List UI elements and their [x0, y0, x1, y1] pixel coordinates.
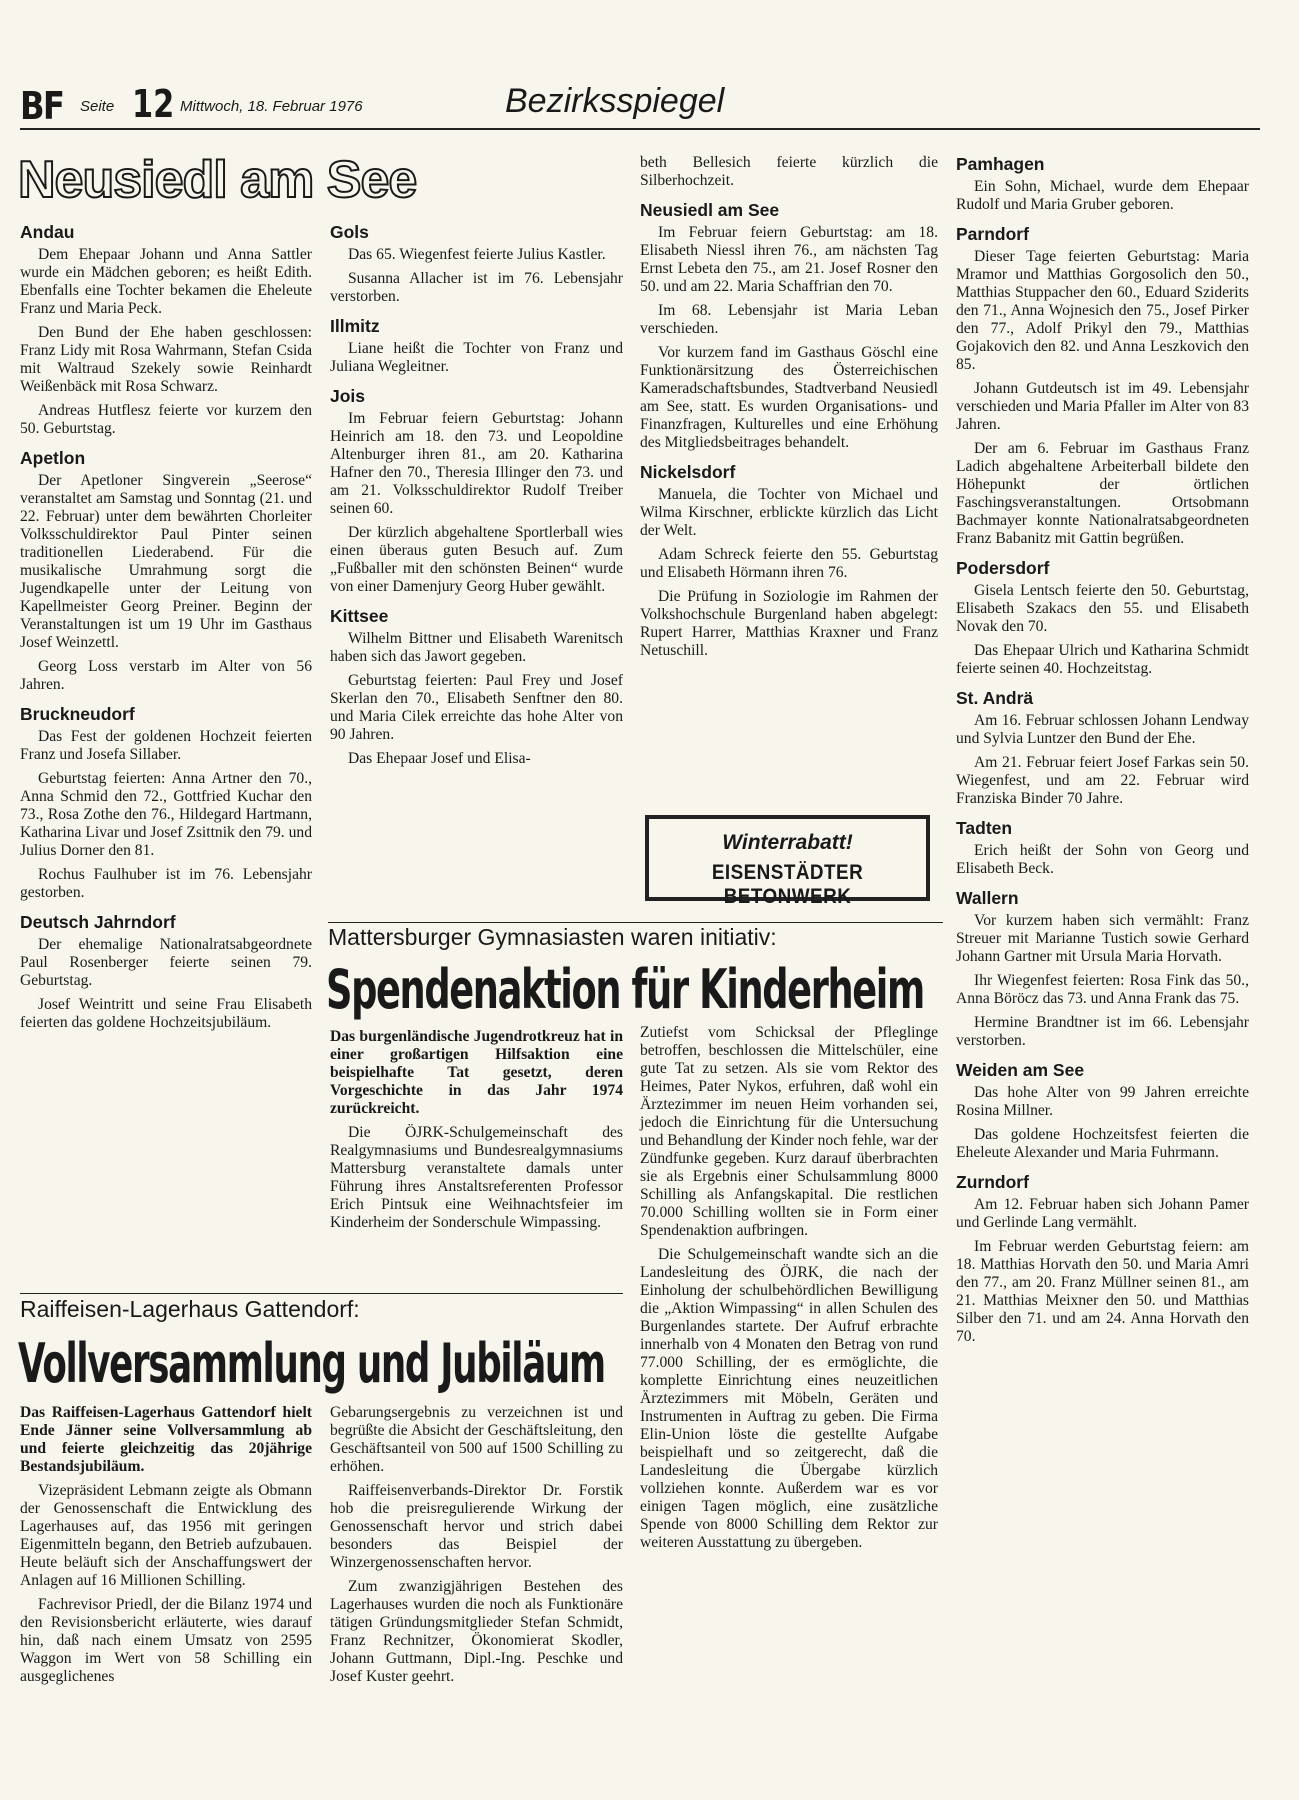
paragraph: Susanna Allacher ist im 76. Lebensjahr verstorben. — [330, 270, 623, 305]
story1-right-column — [640, 1024, 938, 1558]
paragraph: Georg Loss verstarb im Alter von 56 Jahren. — [20, 658, 312, 693]
place-heading: Gols — [330, 222, 369, 242]
paragraph: Im Februar werden Geburtstag feiern: am 18. Matthias Horvath den 50. und Maria Amri den 77., am 20. Franz Müllner seinen 81., am 21. Matthias Meixner den 50. und Matthias Silber den 71. und am 24. Anna Horvath den 70. — [956, 1238, 1249, 1345]
paragraph: Das Ehepaar Josef und Elisa- — [348, 750, 531, 767]
story2-lead: Das Raiffeisen-Lagerhaus Gattendorf hielt Ende Jänner seine Vollversammlung ab und feierte gleichzeitig das 20jährige Bestandsjubiläum. — [20, 1404, 312, 1475]
newspaper-logo: BF — [20, 84, 64, 128]
issue-date: Mittwoch, 18. Februar 1976 — [180, 98, 363, 115]
paragraph: Ihr Wiegenfest feierten: Rosa Fink das 50., Anna Böröcz das 73. und Anna Frank das 75. — [956, 972, 1249, 1007]
paragraph: Rochus Faulhuber ist im 76. Lebensjahr gestorben. — [20, 866, 312, 901]
paragraph: Vizepräsident Lebmann zeigte als Obmann der Genossenschaft die Entwicklung des Lagerhauses auf, das 1956 mit geringen Eigenmitteln begann, den Betrieb aufzubauen. Heute beläuft sich der Anschaffungswert der Anlagen auf 16 Millionen Schilling. — [20, 1482, 312, 1589]
story1-lead: Das burgenländische Jugendrotkreuz hat in einer großartigen Hilfsaktion eine beispielhafte Tat gesetzt, deren Vorgeschichte in das Jahr 1974 zurückreicht. — [330, 1028, 623, 1117]
paragraph: Gebarungsergebnis zu verzeichnen ist und begrüßte die Absicht der Geschäftsleitung, den Geschäftsanteil von 500 auf 1500 Schilling zu erhöhen. — [330, 1404, 623, 1475]
place-heading: Andau — [20, 222, 75, 242]
paragraph: Zum zwanzigjährigen Bestehen des Lagerhauses wurden die noch als Funktionäre tätigen Gründungsmitglieder Stefan Schmidt, Franz Rechnitzer, Ökonomierat Skodler, Johann Guttmann, Dipl.-Ing. Peschke und Josef Kuster geehrt. — [330, 1578, 623, 1685]
paragraph: Vor kurzem fand im Gasthaus Göschl eine Funktionärsitzung des Österreichischen Kameradschaftsbundes, Stadtverband Neusiedl am See, statt. Es wurden Organisations- und Finanzfragen, Kulturelles und eine Erhöhung des Mitgliedsbeitrages behandelt. — [640, 344, 938, 451]
paragraph: Raiffeisenverbands-Direktor Dr. Forstik hob die preisregulierende Wirkung der Genossenschaft hervor und strich dabei besonders das Beispiel der Winzergenossenschaften hervor. — [330, 1482, 623, 1571]
paragraph: Im 68. Lebensjahr ist Maria Leban verschieden. — [640, 302, 938, 337]
paragraph: Johann Gutdeutsch ist im 49. Lebensjahr verschieden und Maria Pfaller im Alter von 83 Jahren. — [956, 380, 1249, 433]
paragraph: Zutiefst vom Schicksal der Pfleglinge betroffen, beschlossen die Mittelschüler, eine gute Tat zu setzen. Als sie vom Rektor des Heimes, Pater Nykos, erfuhren, daß wohl ein Ärztezimmer im neuen Heim vorhanden sei, jedoch die Einrichtung für die Untersuchung und Behandlung der Kinder noch fehle, war der Zündfunke gegeben. Kurz darauf überbrachten sie als Ergebnis einer Schulsammlung 8000 Schilling als Anfangskapital. Die restlichen 70.000 Schilling wollten sie in Form einer Spendenaktion aufbringen. — [640, 1024, 938, 1239]
paragraph: Am 16. Februar schlossen Johann Lendway und Sylvia Luntzer den Bund der Ehe. — [956, 712, 1249, 747]
story2-right-column — [330, 1404, 623, 1692]
divider — [328, 922, 943, 923]
page-label: Seite — [80, 98, 115, 115]
story1-kicker: Mattersburger Gymnasiasten waren initiativ: — [328, 924, 777, 950]
paragraph-continued: beth Bellesich feierte kürzlich die Silberhochzeit. — [640, 154, 938, 189]
paragraph: Adam Schreck feierte den 55. Geburtstag und Elisabeth Hörmann ihren 76. — [640, 546, 938, 581]
place-heading: Bruckneudorf — [20, 704, 135, 724]
story2-headline: Vollversammlung und Jubiläum — [18, 1332, 605, 1395]
paragraph: Das Ehepaar Ulrich und Katharina Schmidt feierte seinen 40. Hochzeitstag. — [956, 642, 1249, 677]
story2-left-column — [20, 1404, 312, 1692]
paragraph: Die ÖJRK-Schulgemeinschaft des Realgymnasiums und Bundesrealgymnasiums Mattersburg veranstaltete damals unter Führung ihres Anstaltsreferenten Professor Erich Pintsuk eine Weihnachtsfeier im Kinderheim der Sonderschule Wimpassing. — [330, 1124, 623, 1231]
paragraph: Am 12. Februar haben sich Johann Pamer und Gerlinde Lang vermählt. — [956, 1196, 1249, 1231]
paragraph: Das hohe Alter von 99 Jahren erreichte Rosina Millner. — [956, 1084, 1249, 1119]
paragraph: Ein Sohn, Michael, wurde dem Ehepaar Rudolf und Maria Gruber geboren. — [956, 178, 1249, 213]
place-heading: Apetlon — [20, 448, 86, 468]
paragraph: Dem Ehepaar Johann und Anna Sattler wurde ein Mädchen geboren; es heißt Edith. Ebenfalls eine Tochter bekamen die Eheleute Franz und Maria Peck. — [20, 246, 312, 317]
story1-left-column — [330, 1028, 623, 1238]
story2-kicker: Raiffeisen-Lagerhaus Gattendorf: — [20, 1296, 360, 1322]
column-3 — [640, 154, 938, 666]
column-4 — [956, 154, 1249, 1352]
masthead — [20, 82, 1260, 130]
place-heading: Neusiedl am See — [640, 200, 780, 220]
place-heading: Illmitz — [330, 316, 380, 336]
paragraph: Die Schulgemeinschaft wandte sich an die Landesleitung des ÖJRK, die nach der Einholung der schulbehördlichen Bewilligung die „Aktion Wimpassing“ in allen Schulen des Burgenlandes startete. Der Aufruf erbrachte innerhalb von 4 Monaten den Betrag von rund 77.000 Schilling, der es ermöglichte, die komplette Einrichtung eines neuzeitlichen Ärztezimmers mit Möbeln, Geräten und Instrumenten in Auftrag zu geben. Die Firma Elin-Union löste die gestellte Aufgabe beispielhaft und so zeitgerecht, daß die Landesleitung die Übergabe kürzlich vollziehen konnte. Außerdem war es vor einigen Tagen möglich, eine zusätzliche Spende von 8000 Schilling dem Rektor zur weiteren Ausstattung zu übergeben. — [640, 1246, 938, 1551]
paragraph: Der kürzlich abgehaltene Sportlerball wies einen überaus guten Besuch auf. Zum „Fußballer mit den schönsten Beinen“ wurde von einer Damenjury Georg Huber gewählt. — [330, 524, 623, 595]
place-heading: Podersdorf — [956, 558, 1050, 578]
paragraph: Der Apetloner Singverein „Seerose“ veranstaltet am Samstag und Sonntag (21. und 22. Februar) unter dem bewährten Chorleiter Volksschuldirektor Paul Pinter seinen traditionellen Liederabend. Für die musikalische Umrahmung sorgt die Jugendkapelle unter der Leitung von Kapellmeister Georg Preiner. Beginn der Veranstaltungen ist um 19 Uhr im Gasthaus Josef Weinzettl. — [20, 472, 312, 651]
paragraph: Manuela, die Tochter von Michael und Wilma Kirschner, erblickte kürzlich das Licht der Welt. — [640, 486, 938, 539]
advertisement-box — [645, 815, 930, 908]
paragraph: Dieser Tage feierten Geburtstag: Maria Mramor und Matthias Gorgosolich den 50., Matthias Stuppacher den 60., Eduard Sziderits den 71., Anna Wojnesich den 75., Josef Pirker den 77., Adolf Prikyl den 79., Matthias Gojakovich den 82. und Anna Leszkovich den 85. — [956, 248, 1249, 373]
ad-company: EISENSTÄDTER BETONWERK — [711, 861, 864, 908]
paragraph: Fachrevisor Priedl, der die Bilanz 1974 und den Revisionsbericht erläuterte, wies darauf hin, daß nach einem Umsatz von 2595 Waggon im Wert von 58 Schilling ein ausgeglichenes — [20, 1596, 312, 1685]
paragraph: Gisela Lentsch feierte den 50. Geburtstag, Elisabeth Szakacs den 55. und Elisabeth Novak den 70. — [956, 582, 1249, 635]
place-heading: St. Andrä — [956, 688, 1034, 708]
section-title: Bezirksspiegel — [505, 82, 725, 120]
paragraph: Der am 6. Februar im Gasthaus Franz Ladich abgehaltene Arbeiterball bildete den Höhepunkt der örtlichen Faschingsveranstaltungen. Ortsobmann Bachmayer konnte Nationalratsabgeordneten Franz Babanitz mit Gattin begrüßen. — [956, 440, 1249, 547]
paragraph: Das Fest der goldenen Hochzeit feierten Franz und Josefa Sillaber. — [20, 728, 312, 763]
divider — [20, 1293, 623, 1294]
place-heading: Weiden am See — [956, 1060, 1085, 1080]
page-number: 12 — [132, 82, 175, 126]
place-heading: Zurndorf — [956, 1172, 1029, 1192]
column-2 — [330, 222, 623, 774]
paragraph: Im Februar feiern Geburtstag: am 18. Elisabeth Niessl ihren 76., am nächsten Tag Ernst Lebeta den 75., am 21. Josef Rosner den 50. und am 22. Maria Schaffrian den 70. — [640, 224, 938, 295]
paragraph: Am 21. Februar feiert Josef Farkas sein 50. Wiegenfest, und am 22. Februar wird Franziska Binder 70 Jahre. — [956, 754, 1249, 807]
place-heading: Kittsee — [330, 606, 389, 626]
place-heading: Pamhagen — [956, 154, 1045, 174]
place-heading: Wallern — [956, 888, 1019, 908]
paragraph: Die Prüfung in Soziologie im Rahmen der Volkshochschule Burgenland haben abgelegt: Rupert Harrer, Matthias Kraxner und Franz Netuschill. — [640, 588, 938, 659]
place-heading: Deutsch Jahrndorf — [20, 912, 176, 932]
paragraph: Im Februar feiern Geburtstag: Johann Heinrich am 18. den 73. und Leopoldine Altenburger ihren 81., am 20. Katharina Hafner den 70., Theresia Illinger den 73. und am 21. Volksschuldirektor Rudolf Treiber seinen 60. — [330, 410, 623, 517]
paragraph: Hermine Brandtner ist im 66. Lebensjahr verstorben. — [956, 1014, 1249, 1049]
place-heading: Tadten — [956, 818, 1013, 838]
paragraph: Das 65. Wiegenfest feierte Julius Kastler. — [348, 246, 606, 263]
column-1 — [20, 222, 312, 1038]
place-heading: Parndorf — [956, 224, 1029, 244]
paragraph: Vor kurzem haben sich vermählt: Franz Streuer mit Marianne Tustich sowie Gerhard Johann Gartner mit Ursula Maria Horvath. — [956, 912, 1249, 965]
story1-headline: Spendenaktion für Kinderheim — [326, 958, 924, 1021]
paragraph: Der ehemalige Nationalratsabgeordnete Paul Rosenberger feierte seinen 79. Geburtstag. — [20, 936, 312, 989]
ad-slogan: Winterrabatt! — [722, 831, 853, 854]
paragraph: Geburtstag feierten: Paul Frey und Josef Skerlan den 70., Elisabeth Senftner den 80. und Maria Cilek erreichte das hohe Alter von 90 Jahren. — [330, 672, 623, 743]
paragraph: Josef Weintritt und seine Frau Elisabeth feierten das goldene Hochzeitsjubiläum. — [20, 996, 312, 1031]
paragraph: Andreas Hutflesz feierte vor kurzem den 50. Geburtstag. — [20, 402, 312, 437]
paragraph: Geburtstag feierten: Anna Artner den 70., Anna Schmid den 72., Gottfried Kuchar den 73., Rosa Zothe den 76., Hildegard Hartmann, Katharina Livar und Josef Zsittnik den 79. und Julius Dorner den 81. — [20, 770, 312, 859]
region-title: Neusiedl am See — [18, 151, 417, 209]
paragraph: Den Bund der Ehe haben geschlossen: Franz Lidy mit Rosa Wahrmann, Stefan Csida mit Waltraud Szekely sowie Reinhardt Weißenbäck mit Rosa Schwarz. — [20, 324, 312, 395]
place-heading: Nickelsdorf — [640, 462, 736, 482]
paragraph: Wilhelm Bittner und Elisabeth Warenitsch haben sich das Jawort gegeben. — [330, 630, 623, 665]
paragraph: Erich heißt der Sohn von Georg und Elisabeth Beck. — [956, 842, 1249, 877]
paragraph: Liane heißt die Tochter von Franz und Juliana Wegleitner. — [330, 340, 623, 375]
paragraph: Das goldene Hochzeitsfest feierten die Eheleute Alexander und Maria Fuhrmann. — [956, 1126, 1249, 1161]
place-heading: Jois — [330, 386, 366, 406]
